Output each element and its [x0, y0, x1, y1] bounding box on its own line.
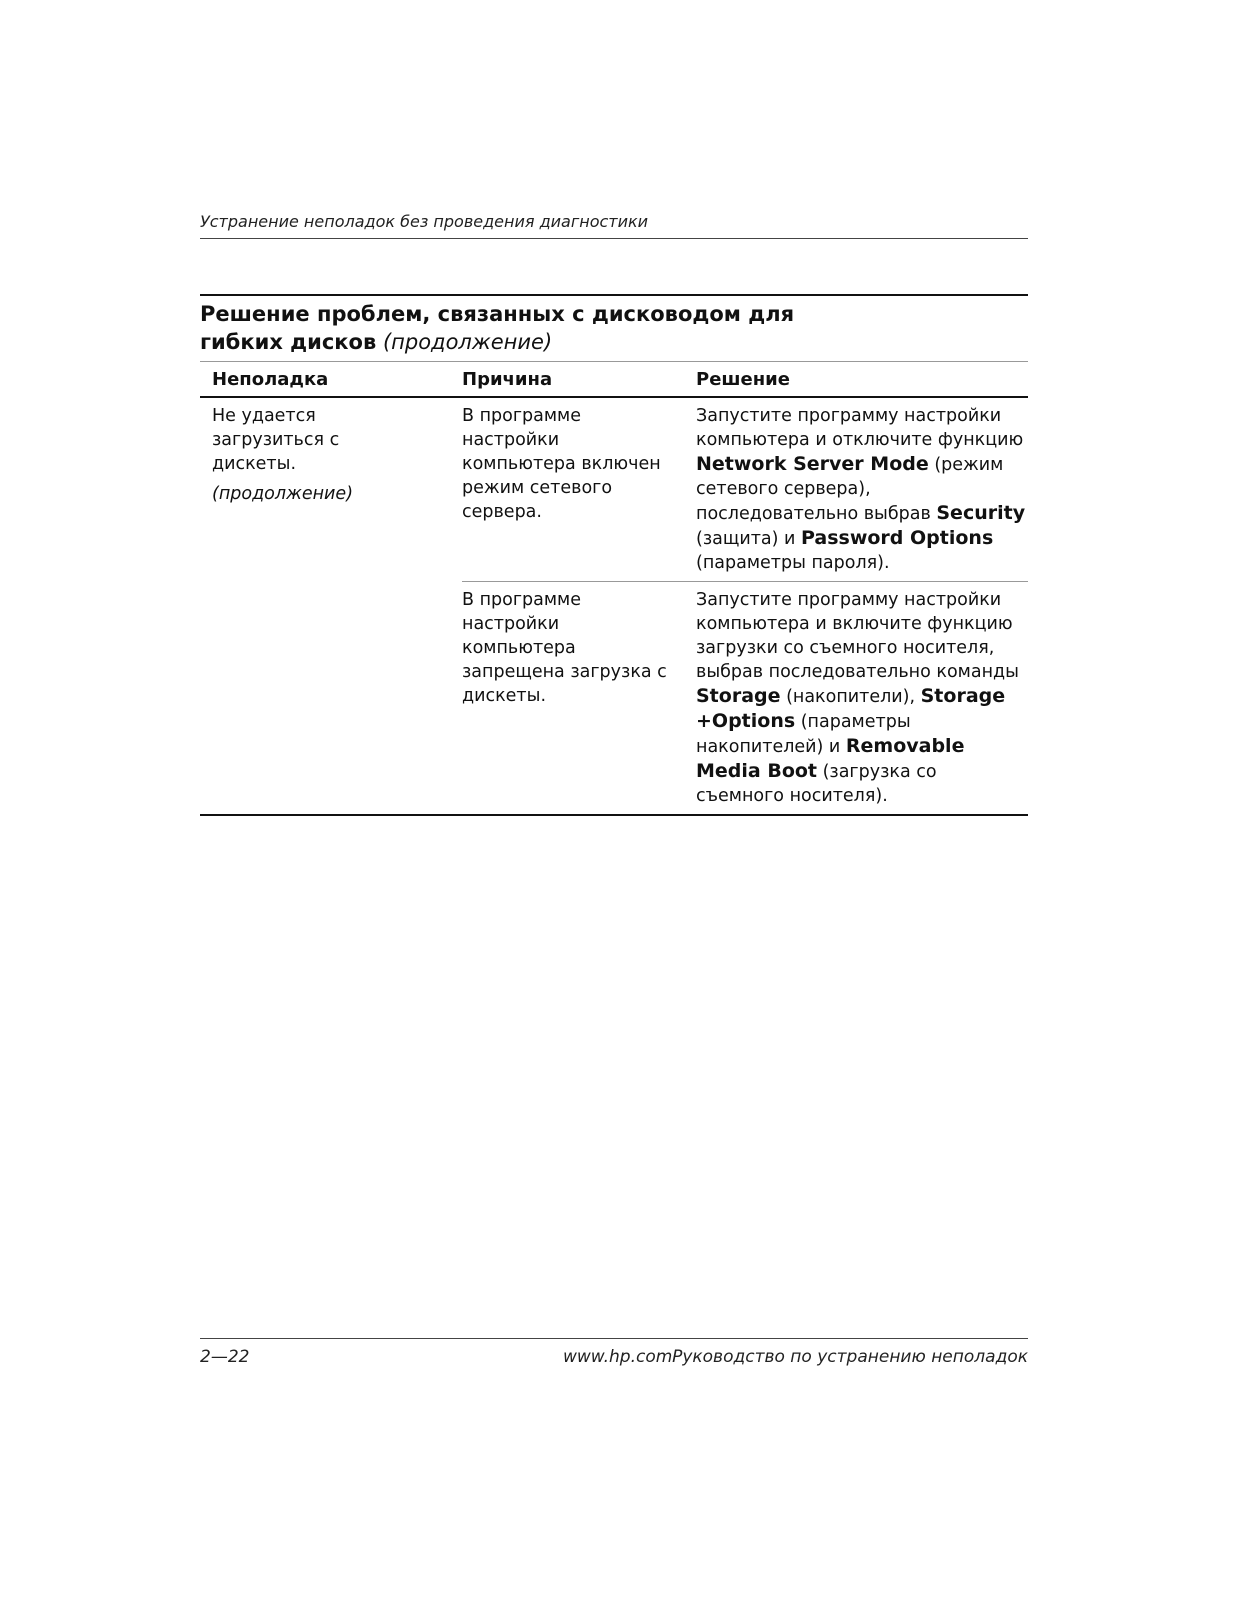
solution-keyword: Storage +Options: [696, 685, 1006, 732]
problem-cell: [200, 398, 462, 814]
solution-keyword: Security: [936, 502, 1026, 524]
problem-continued: (продолжение): [212, 484, 354, 504]
table-body: [200, 398, 1028, 816]
problem-text: Не удается загрузиться с дискеты.: [212, 406, 340, 474]
guide-title: Руководство по устранению неполадок: [672, 1347, 1028, 1367]
table-row: [462, 581, 1028, 814]
header-divider: [200, 238, 1028, 239]
solution-text: (накопители),: [780, 687, 921, 707]
cause-cell: В программе настройки компьютера запрещена загрузка с дискеты.: [462, 590, 667, 706]
solution-keyword: Password Options: [800, 527, 994, 549]
title-line2: гибких дисков: [200, 330, 377, 354]
solution-keyword: Storage: [696, 685, 781, 707]
running-head: Устранение неполадок без проведения диагностики: [200, 212, 649, 231]
header-solution: Решение: [696, 368, 790, 390]
solution-keyword: Removable Media Boot: [696, 735, 965, 782]
solution-text: (параметры накопителей) и: [696, 712, 911, 757]
table-row: [462, 398, 1028, 581]
table-header-row: [200, 361, 1028, 398]
title-continued: (продолжение): [382, 330, 553, 354]
cause-cell: В программе настройки компьютера включен режим сетевого сервера.: [462, 406, 661, 522]
footer-divider: [200, 1338, 1028, 1339]
header-problem: Неполадка: [212, 368, 329, 390]
solution-text: Запустите программу настройки компьютера и включите функцию загрузки со съемного носителя, выбрав последовательно команды: [696, 590, 1019, 682]
solution-text: (режим сетевого сервера), последовательно выбрав: [696, 455, 1004, 524]
solution-text: (загрузка со съемного носителя).: [696, 762, 937, 806]
solution-keyword: Network Server Mode: [696, 453, 929, 475]
solution-text: (защита) и: [696, 529, 801, 549]
page-number: 2—22: [200, 1347, 250, 1367]
solution-cell: [696, 588, 1028, 808]
title-line1: Решение проблем, связанных с дисководом для: [200, 302, 795, 326]
solution-text: (параметры пароля).: [696, 553, 890, 573]
section-title: [200, 300, 1028, 356]
solution-text: Запустите программу настройки компьютера и отключите функцию: [696, 406, 1024, 450]
troubleshooting-table: [200, 361, 1028, 816]
cause-solution-group: [462, 398, 1028, 814]
header-cause: Причина: [462, 368, 553, 390]
title-divider: [200, 294, 1028, 296]
footer-url: www.hp.com: [563, 1347, 673, 1367]
solution-cell: [696, 404, 1028, 575]
